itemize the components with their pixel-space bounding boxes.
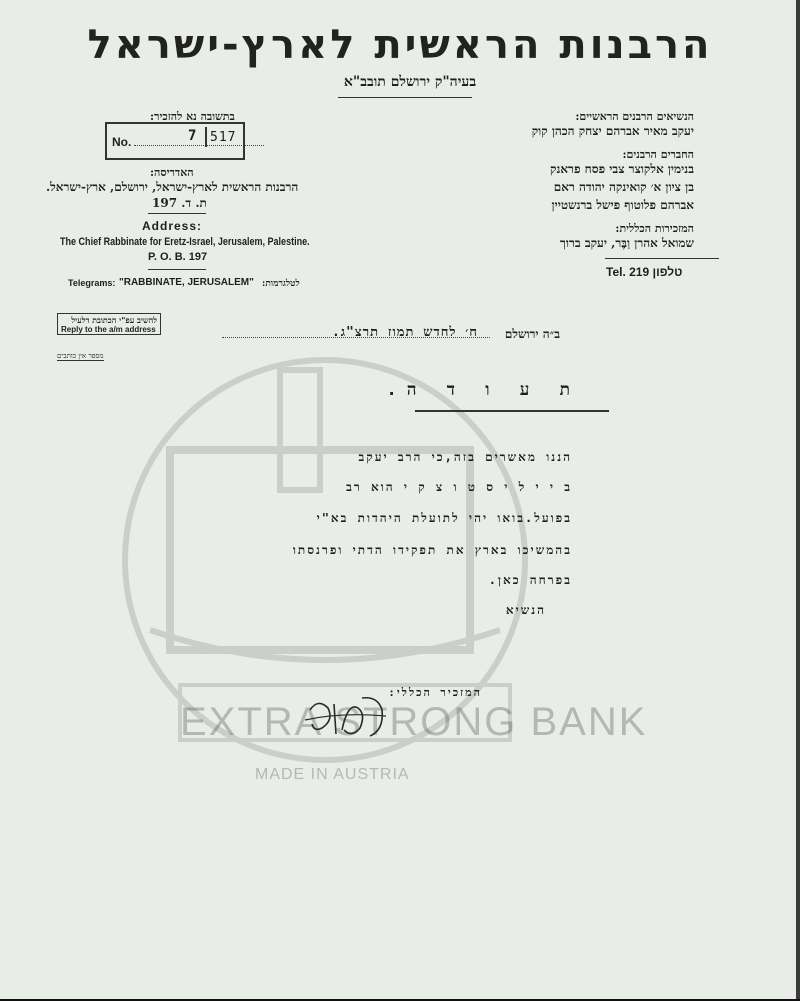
members-line-2: בן ציון א׳ קואינקה יהודה ראם: [553, 180, 694, 194]
members-line-1: בנימין אלקוצר צבי פסח פראנק: [550, 162, 694, 176]
date-dotted-line: [222, 337, 490, 338]
members-line-3: אברהם פלוטוף פישל ברנשטיין: [551, 198, 694, 212]
body-line-2: ב י י ל י ס ט ו צ ק י הוא רב: [346, 480, 572, 494]
reference-separator: [205, 127, 207, 147]
reference-dotted-line: [134, 145, 264, 146]
secretaries-heading: המזכירות הכללית:: [615, 222, 694, 235]
presidents-heading: הנשיאים הרבנים הראשיים:: [575, 110, 694, 123]
body-line-1: הננו מאשרים בזה,כי הרב יעקב: [358, 450, 572, 464]
date-text: ח׳ לחדש תמוז תרצ"ג.: [331, 325, 478, 340]
secretary-label: המזכיר הכללי:: [388, 686, 482, 699]
pob-he: ת. ד. 197: [152, 196, 207, 210]
reply-box-en: Reply to the a/m address: [61, 325, 156, 334]
letterhead-subtitle: בעיה"ק ירושלם תובב"א: [343, 74, 477, 90]
reference-number-2: 517: [210, 130, 237, 145]
reply-address-box: [57, 313, 161, 335]
reference-number: 7: [188, 128, 197, 144]
mispar-note: מספר אין כותבים: [57, 352, 104, 360]
phone-number: Tel. 219 טלפון: [606, 265, 683, 279]
reply-box-he: להשיב עפ"י הכתובת דלעיל: [71, 315, 157, 325]
document-title-rule: [415, 410, 609, 412]
telegrams-label: Telegrams:: [68, 278, 116, 288]
address-he: הרבנות הראשית לארץ-ישראל, ירושלם, ארץ-ישראל.: [46, 180, 299, 194]
reply-note: בתשובה נא להזכיר:: [150, 110, 235, 123]
address-rule: [148, 213, 206, 214]
pob-en: P. O. B. 197: [148, 251, 208, 263]
presidents-names: יעקב מאיר אברהם יצחק הכהן קוק: [531, 124, 694, 138]
address-rule-2: [148, 269, 206, 270]
right-column-rule: [605, 258, 719, 259]
signature-title: הנשיא: [505, 603, 546, 617]
body-line-3: בפועל.בואו יהי לתועלת היהדות בא"י: [316, 511, 572, 525]
reference-label: No.: [112, 135, 132, 149]
document-title: ת ע ו ד ה.: [386, 380, 580, 400]
body-line-4: בהמשיכו בארץ את תפקידו הדתי ופרנסתו: [292, 543, 572, 557]
secretaries-names: שמואל אהרן וַבֶּר, יעקב ברוך: [560, 236, 694, 250]
telegrams-he: לטלגרמות:: [262, 279, 300, 289]
subtitle-rule: [338, 97, 472, 98]
watermark-brand: EXTRA STRONG BANK: [180, 700, 648, 744]
watermark-made-in: MADE IN AUSTRIA: [255, 766, 410, 783]
telegrams-value: "RABBINATE, JERUSALEM": [119, 277, 254, 288]
address-heading-he: האדריסה:: [150, 166, 194, 179]
handwritten-signature: [300, 690, 390, 745]
letterhead-title: הרבנות הראשית לארץ-ישראל: [87, 22, 713, 68]
body-line-5: בפרחה כאן.: [488, 573, 572, 587]
address-heading-en: Address:: [142, 219, 203, 233]
date-city: ב״ה ירושלם: [504, 327, 560, 341]
address-en: The Chief Rabbinate for Eretz-Israel, Jerusalem, Palestine.: [60, 236, 310, 248]
members-heading: החברים הרבנים:: [622, 148, 694, 161]
